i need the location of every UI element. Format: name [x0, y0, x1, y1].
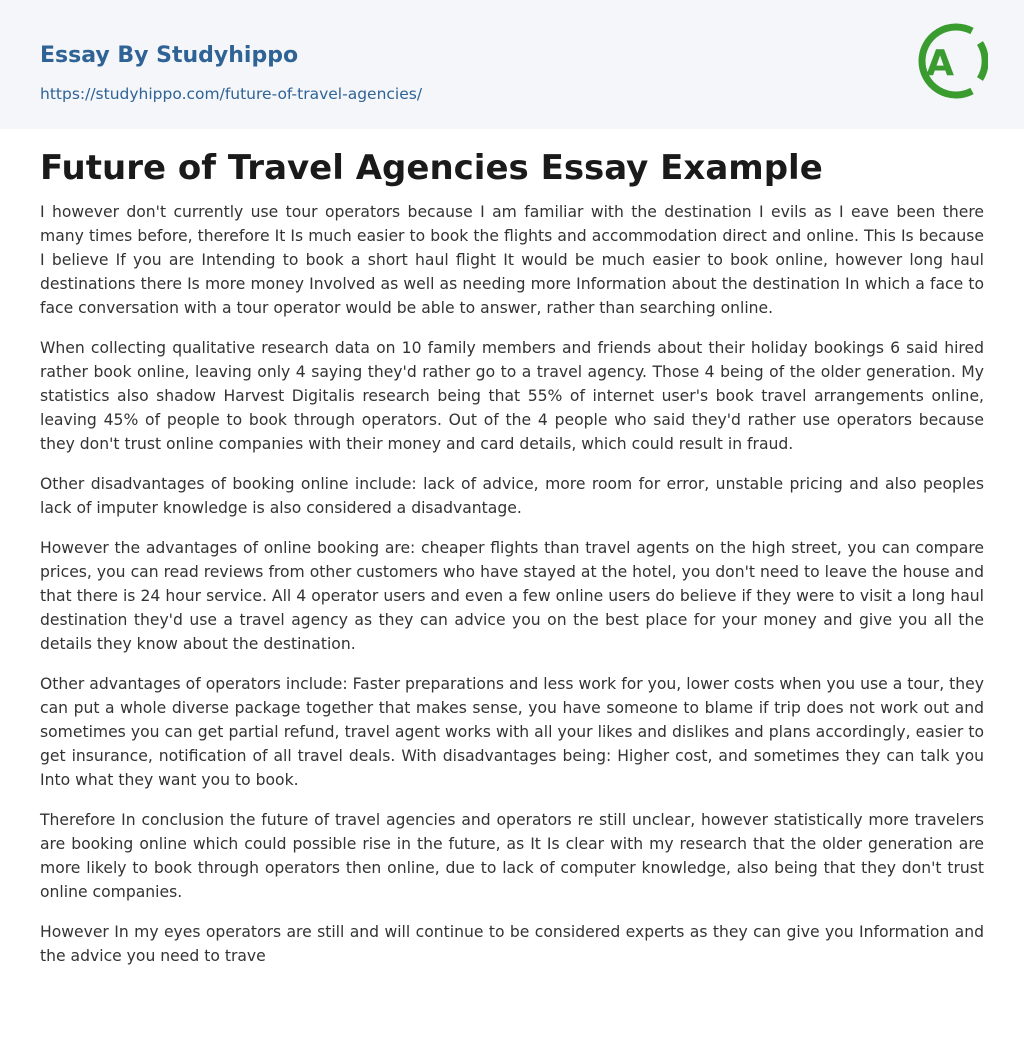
site-brand[interactable]: Essay By Studyhippo	[40, 43, 299, 68]
essay-paragraph: Other advantages of operators include: Faster preparations and less work for you, lower costs when you use a tour, they can put a whole diverse package together that makes sense, you have someone to blame if trip does not work out and sometimes you can get partial refund, travel agent works with all your likes and dislikes and plans accordingly, easier to get insurance, notification of all travel deals. With disadvantages being: Higher cost, and sometimes they can talk you Into what they want you to book.	[40, 675, 984, 789]
essay-paragraph: Therefore In conclusion the future of travel agencies and operators re still unclear, however statistically more travelers are booking online which could possible rise in the future, as It Is clear with my research that the older generation are more likely to book through operators then online, due to lack of computer knowledge, also being that they don't trust online companies.	[40, 811, 984, 901]
studyhippo-logo-icon[interactable]	[910, 18, 988, 106]
source-url-link[interactable]: https://studyhippo.com/future-of-travel-agencies/	[40, 85, 423, 103]
essay-paragraph: Other disadvantages of booking online include: lack of advice, more room for error, unstable pricing and also peoples lack of imputer knowledge is also considered a disadvantage.	[40, 475, 984, 517]
essay-body	[40, 200, 984, 984]
essay-paragraph: When collecting qualitative research data on 10 family members and friends about their holiday bookings 6 said hired rather book online, leaving only 4 saying they'd rather go to a travel agency. Those 4 being of the older generation. My statistics also shadow Harvest Digitalis research being that 55% of internet user's book travel arrangements online, leaving 45% of people to book through operators. Out of the 4 people who said they'd rather use operators because they don't trust online companies with their money and card details, which could result in fraud.	[40, 339, 984, 453]
essay-paragraph: However In my eyes operators are still and will continue to be considered experts as they can give you Information and the advice you need to trave	[40, 923, 984, 965]
essay-paragraph: I however don't currently use tour operators because I am familiar with the destination I evils as I eave been there many times before, therefore It Is much easier to book the flights and accommodation direct and online. This Is because I believe If you are Intending to book a short haul flight It would be much easier to book online, however long haul destinations there Is more money Involved as well as needing more Information about the destination In which a face to face conversation with a tour operator would be able to answer, rather than searching online.	[40, 203, 984, 317]
page-title: Future of Travel Agencies Essay Example	[40, 148, 823, 188]
essay-paragraph: However the advantages of online booking are: cheaper flights than travel agents on the high street, you can compare prices, you can read reviews from other customers who have stayed at the hotel, you don't need to leave the house and that there is 24 hour service. All 4 operator users and even a few online users do believe if they were to visit a long haul destination they'd use a travel agency as they can advice you on the best place for your money and give you all the details they know about the destination.	[40, 539, 984, 653]
logo-letter: A	[926, 43, 954, 84]
